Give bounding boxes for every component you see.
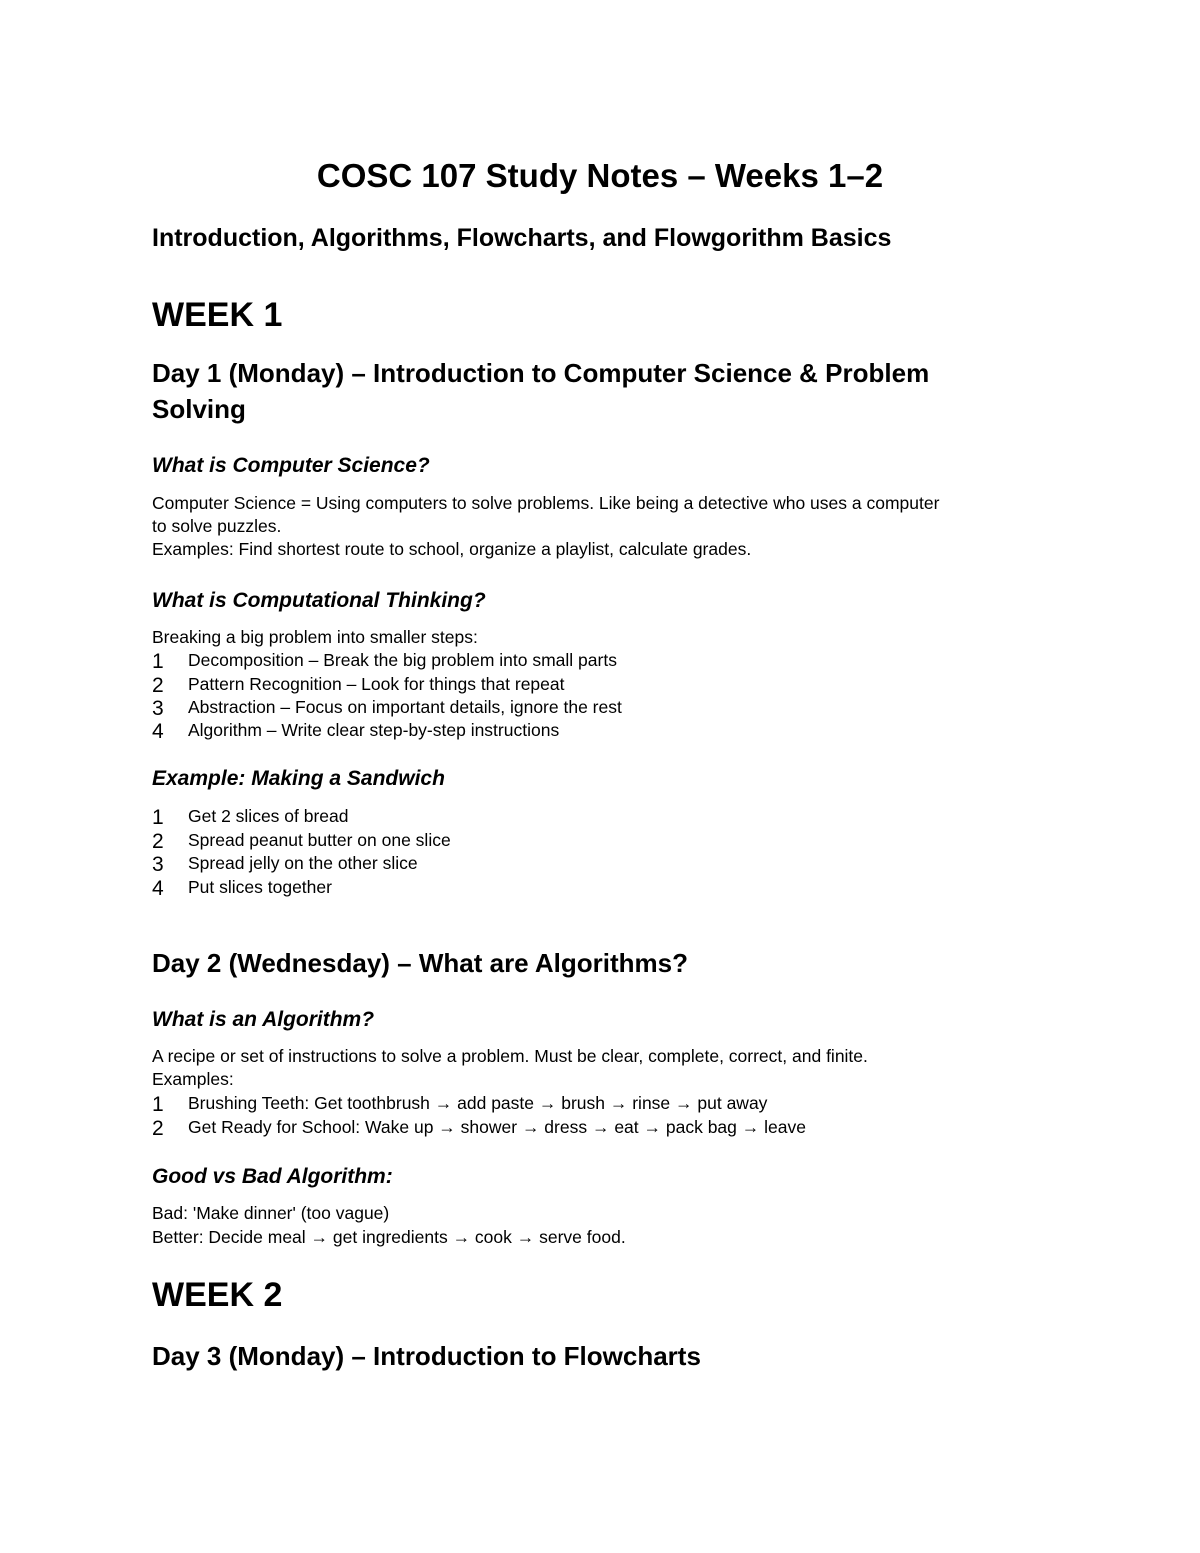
week-2-heading: WEEK 2 bbox=[152, 1276, 283, 1314]
list-item: Spread peanut butter on one slice bbox=[188, 830, 451, 850]
list-item: Algorithm – Write clear step-by-step instructions bbox=[188, 720, 560, 740]
week-1-heading: WEEK 1 bbox=[152, 296, 283, 334]
algorithm-examples-label: Examples: bbox=[152, 1069, 234, 1089]
day-2-heading: Day 2 (Wednesday) – What are Algorithms? bbox=[152, 948, 689, 978]
list-item-number: 2 bbox=[152, 674, 164, 697]
sandwich-example-heading: Example: Making a Sandwich bbox=[152, 767, 445, 790]
list-item: Put slices together bbox=[188, 877, 332, 897]
what-is-cs-text-1: Computer Science = Using computers to solve problems. Like being a detective who uses a computer bbox=[152, 493, 940, 513]
what-is-cs-examples: Examples: Find shortest route to school, organize a playlist, calculate grades. bbox=[152, 539, 752, 559]
list-item-number: 3 bbox=[152, 853, 164, 876]
bad-algorithm-example: Bad: 'Make dinner' (too vague) bbox=[152, 1203, 390, 1223]
what-is-algorithm-text: A recipe or set of instructions to solve a problem. Must be clear, complete, correct, and finite. bbox=[152, 1046, 868, 1066]
list-item: Abstraction – Focus on important details, ignore the rest bbox=[188, 697, 622, 717]
day-3-heading: Day 3 (Monday) – Introduction to Flowcharts bbox=[152, 1341, 701, 1371]
list-item: Get Ready for School: Wake up → shower → dress → eat → pack bag → leave bbox=[188, 1117, 806, 1137]
good-vs-bad-heading: Good vs Bad Algorithm: bbox=[152, 1165, 393, 1188]
list-item-number: 1 bbox=[152, 1093, 164, 1116]
what-is-algorithm-heading: What is an Algorithm? bbox=[152, 1008, 375, 1031]
day-1-heading-line-1: Day 1 (Monday) – Introduction to Computer Science & Problem bbox=[152, 358, 930, 388]
document-title: COSC 107 Study Notes – Weeks 1–2 bbox=[316, 157, 884, 194]
day-1-heading-line-2: Solving bbox=[152, 394, 246, 424]
list-item: Brushing Teeth: Get toothbrush → add paste → brush → rinse → put away bbox=[188, 1093, 768, 1113]
list-item-number: 2 bbox=[152, 1117, 164, 1140]
list-item-number: 3 bbox=[152, 697, 164, 720]
what-is-cs-text-2: to solve puzzles. bbox=[152, 516, 282, 536]
computational-thinking-heading: What is Computational Thinking? bbox=[152, 589, 486, 612]
what-is-cs-heading: What is Computer Science? bbox=[152, 454, 430, 477]
list-item: Pattern Recognition – Look for things that repeat bbox=[188, 674, 565, 694]
list-item-number: 1 bbox=[152, 806, 164, 829]
better-algorithm-example: Better: Decide meal → get ingredients → cook → serve food. bbox=[152, 1227, 626, 1247]
computational-thinking-intro: Breaking a big problem into smaller steps: bbox=[152, 627, 478, 647]
list-item-number: 2 bbox=[152, 830, 164, 853]
document-subtitle: Introduction, Algorithms, Flowcharts, and Flowgorithm Basics bbox=[152, 224, 892, 252]
list-item-number: 4 bbox=[152, 877, 164, 900]
list-item: Decomposition – Break the big problem into small parts bbox=[188, 650, 617, 670]
list-item: Get 2 slices of bread bbox=[188, 806, 349, 826]
list-item: Spread jelly on the other slice bbox=[188, 853, 418, 873]
list-item-number: 4 bbox=[152, 720, 164, 743]
list-item-number: 1 bbox=[152, 650, 164, 673]
